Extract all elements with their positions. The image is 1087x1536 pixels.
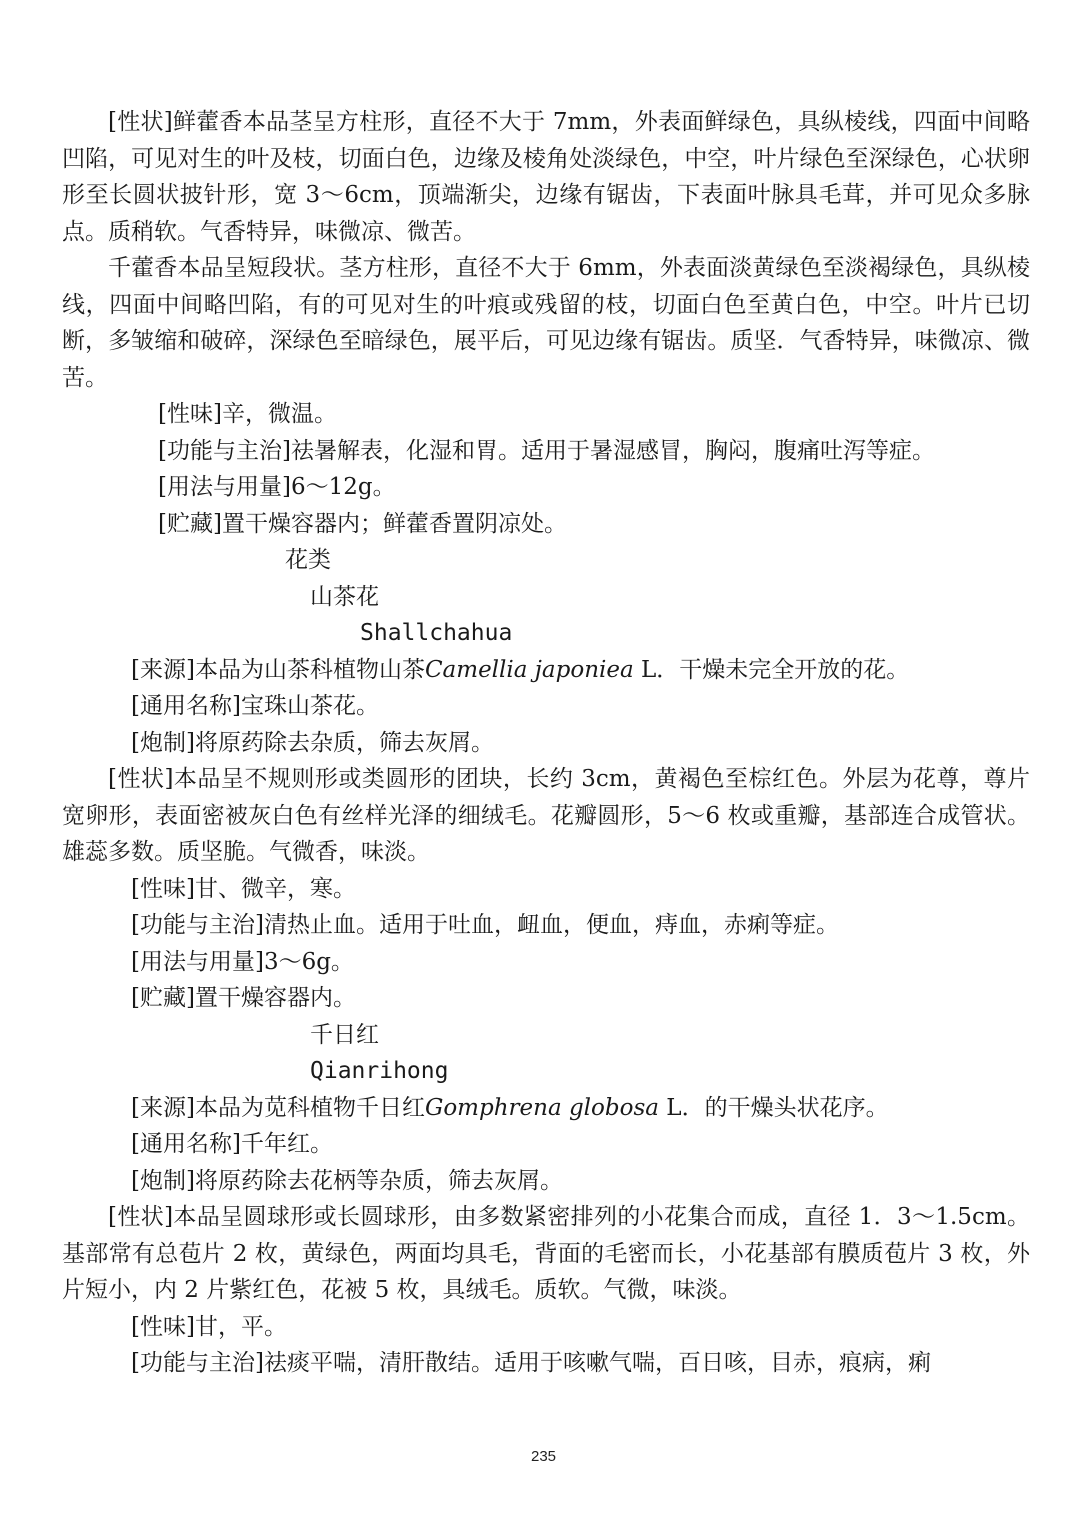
huoxiang-xingwei: [性味]辛，微温。	[158, 401, 337, 427]
page-number: 235	[530, 1448, 557, 1465]
qianrihong-laiyuan-post: L．的干燥头状花序。	[658, 1094, 889, 1121]
qianrihong-title: 千日红	[310, 1021, 379, 1048]
huoxiang-gongneng: [功能与主治]祛暑解表，化湿和胃。适用于暑湿感冒，胸闷，腹痛吐泻等症。	[158, 437, 935, 464]
shanchahua-gongneng: [功能与主治]清热止血。适用于吐血，衄血，便血，痔血，赤痢等症。	[131, 912, 839, 938]
qianrihong-pinyin: Qianrihong	[310, 1058, 449, 1084]
qianrihong-latin-name: Gomphrena globosa	[424, 1094, 659, 1121]
huoxiang-zhucang: [贮藏]置干燥容器内；鲜藿香置阴凉处。	[158, 510, 567, 537]
category-heading: 花类	[285, 547, 331, 573]
paragraph-huoxiang-xingzhuang-fresh: [性状]鲜藿香本品茎呈方柱形，直径不大于 7mm，外表面鲜绿色，具纵棱线，四面中间略凹陷，可见对生的叶及枝，切面白色，边缘及棱角处淡绿色，中空，叶片绿色至深绿色，心状卵形至长圆状披针形，宽 3～6cm，顶端渐尖，边缘有锯齿，下表面叶脉具毛茸，并可见众多脉点。质稍软。气香特异，味微凉、微苦。	[62, 109, 1030, 245]
paragraph-shanchahua-xingzhuang: [性状]本品呈不规则形或类圆形的团块，长约 3cm，黄褐色至棕红色。外层为花尊，尊片宽卵形，表面密被灰白色有丝样光泽的细绒毛。花瓣圆形，5～6 枚或重瓣，基部连合成管状。雄蕊多数。质坚脆。气微香，味淡。	[62, 766, 1030, 865]
qianrihong-gongneng: [功能与主治]祛痰平喘，清肝散结。适用于咳嗽气喘，百日咳，目赤，痕病，痢	[131, 1350, 931, 1376]
qianrihong-laiyuan	[62, 1090, 1030, 1127]
shanchahua-zhucang: [贮藏]置干燥容器内。	[131, 985, 356, 1011]
shanchahua-laiyuan	[62, 652, 1030, 689]
shanchahua-tongyong: [通用名称]宝珠山茶花。	[131, 693, 379, 719]
qianrihong-tongyong: [通用名称]千年红。	[131, 1131, 333, 1157]
huoxiang-yongfa: [用法与用量]6～12g。	[158, 474, 396, 500]
shanchahua-latin-name: Camellia japoniea	[424, 656, 634, 683]
shanchahua-pinyin: Shallchahua	[360, 620, 513, 646]
qianrihong-xingwei: [性味]甘，平。	[131, 1313, 287, 1340]
shanchahua-title: 山茶花	[310, 583, 379, 610]
shanchahua-laiyuan-post: L．干燥未完全开放的花。	[633, 656, 910, 683]
document-page	[62, 104, 1030, 1382]
shanchahua-paozhi: [炮制]将原药除去杂质，筛去灰屑。	[131, 729, 494, 756]
qianrihong-paozhi: [炮制]将原药除去花柄等杂质，筛去灰屑。	[131, 1167, 563, 1194]
shanchahua-xingwei: [性味]甘、微辛，寒。	[131, 875, 356, 902]
shanchahua-yongfa: [用法与用量]3～6g。	[131, 948, 354, 975]
qianrihong-laiyuan-pre: [来源]本品为苋科植物千日红	[131, 1094, 425, 1121]
paragraph-huoxiang-xingzhuang-dry: 千藿香本品呈短段状。茎方柱形，直径不大于 6mm，外表面淡黄绿色至淡褐绿色，具纵棱线，四面中间略凹陷，有的可见对生的叶痕或残留的枝，切面白色至黄白色，中空。叶片已切断，多皱缩和破碎，深绿色至暗绿色，展平后，可见边缘有锯齿。质坚．气香特异，味微凉、微苦。	[62, 255, 1030, 391]
shanchahua-laiyuan-pre: [来源]本品为山茶科植物山茶	[131, 656, 425, 683]
paragraph-qianrihong-xingzhuang: [性状]本品呈圆球形或长圆球形，由多数紧密排列的小花集合而成，直径 1．3～1.5cm。基部常有总苞片 2 枚，黄绿色，两面均具毛，背面的毛密而长，小花基部有膜质苞片 3 枚，外片短小，内 2 片紫红色，花被 5 枚，具绒毛。质软。气微，味淡。	[62, 1204, 1030, 1303]
